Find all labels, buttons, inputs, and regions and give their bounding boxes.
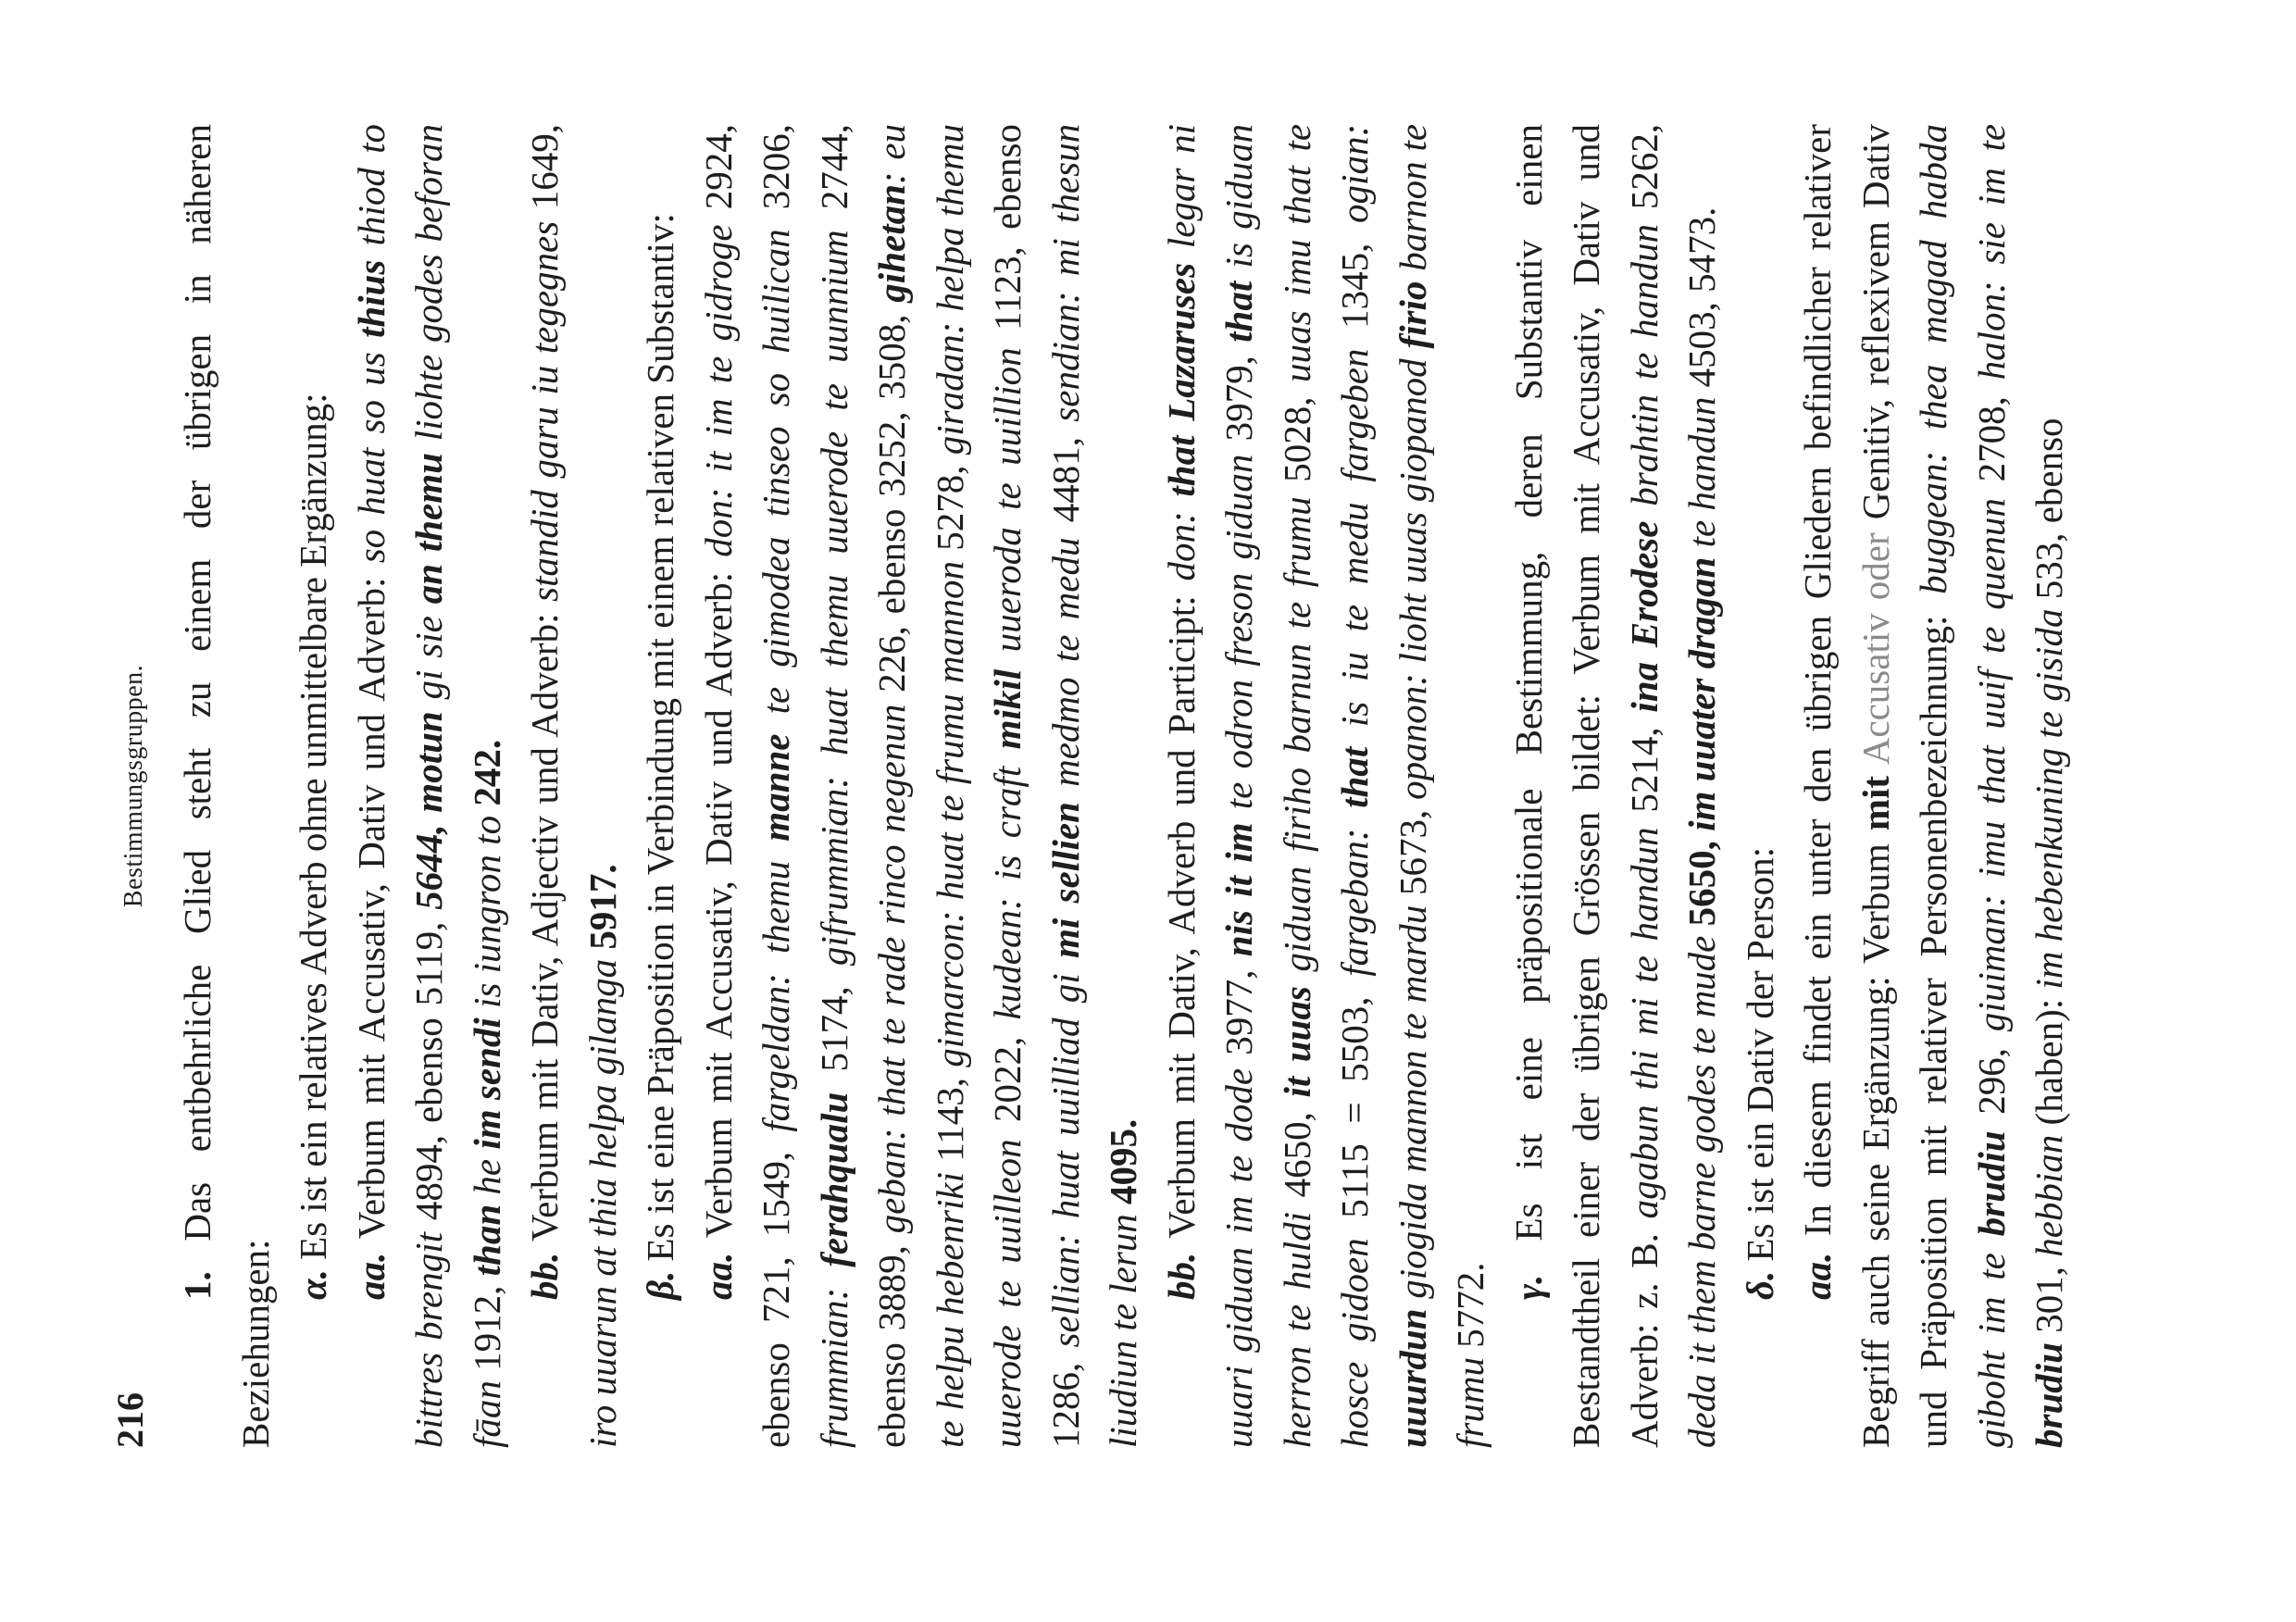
example-text: : eu te helpu hebenriki	[870, 123, 971, 1448]
line-reference: 533, ebenso	[2028, 418, 2070, 600]
line-reference: 3977,	[1217, 969, 1260, 1055]
section-marker: aa.	[696, 1252, 740, 1300]
line-reference: 2924, ebenso 721, 1549,	[696, 124, 797, 1448]
bold-example-text: gihetan	[870, 184, 913, 303]
line-reference: 4095.	[1102, 1118, 1144, 1204]
body-text: In diesem findet ein unter den übrigen Gliedern befindlicher relativer Begriff auch seine Ergänzung: Verbum	[1796, 123, 1897, 1448]
line-reference: 5278,	[928, 465, 971, 551]
example-text: is iu te medu fargeben	[1333, 348, 1376, 728]
body-text: Verbum mit Dativ, Adverb und Participt:	[1159, 595, 1203, 1239]
bold-example-text: uuurdun	[1391, 1308, 1434, 1448]
section-marker: aa.	[349, 1252, 393, 1300]
example-text: sendian: mi thesun liudiun te lerun	[1043, 123, 1144, 1448]
example-text: halon: sie im te	[1969, 123, 2013, 381]
bold-example-text: brudiu	[1969, 1130, 2013, 1237]
body-text: Es ist ein Dativ der Person:	[1738, 846, 1781, 1262]
bold-example-text: 5644, motun	[407, 711, 450, 910]
example-text: gidoen	[1333, 1238, 1376, 1341]
example-text: kudean: is craft	[986, 766, 1029, 1020]
example-text: frummian:	[812, 1287, 855, 1448]
example-text: te gimodea tinseo so huilican	[755, 229, 797, 715]
example-text: gifrummian: huat themu uuerode te uunnium	[812, 230, 855, 967]
line-reference: 1143,	[928, 1078, 971, 1162]
example-text: giduan firiho barnun te frumu	[1275, 496, 1318, 972]
example-text: brahtin te handun	[1622, 223, 1666, 506]
example-text: giradan: helpa themu uuerode te uuilleon	[928, 123, 1029, 1448]
faded-text: oder	[1853, 532, 1897, 601]
example-text: im hebenkuning te gisida	[2028, 608, 2070, 990]
example-text: buggean: thea magad habda giboht im te	[1912, 124, 2013, 1448]
bold-example-text: ina Erodese	[1622, 520, 1666, 713]
line-reference: 242.	[465, 739, 508, 806]
example-text: legar ni uuari giduan im te dode	[1159, 123, 1260, 1448]
bold-example-text: than	[465, 1204, 508, 1277]
body-text: Genitiv, reflexivem Dativ und Präposition mit relativer Personenbezeichnung:	[1853, 123, 1954, 1448]
bold-example-text: that	[1217, 281, 1260, 343]
example-text: he	[465, 1158, 508, 1195]
example-text: liohte godes beforan fāan	[407, 124, 508, 1448]
bold-example-text: mi sellien	[1043, 802, 1087, 959]
example-text: so huat so us	[349, 352, 393, 564]
body-text: Das entbehrliche Glied steht zu einem der übrigen in näheren Beziehungen:	[176, 124, 277, 1448]
example-text: giogida mannon te mardu	[1391, 905, 1434, 1299]
section-aa-3-paragraph	[1789, 124, 2078, 1448]
line-reference: 2022,	[986, 1036, 1029, 1123]
bold-example-text: im sendi	[465, 1017, 508, 1150]
example-text: medmo te medu	[1043, 537, 1087, 787]
line-reference: 3979,	[1217, 356, 1260, 442]
example-text: iro uuarun at thia helpa gilanga	[580, 958, 624, 1448]
line-reference: 4481,	[1043, 436, 1087, 523]
example-text: hebbian	[2028, 1134, 2070, 1257]
bold-example-text: nis it im	[1217, 822, 1260, 957]
line-reference: 4894, ebenso 5119,	[407, 921, 450, 1221]
example-text: agabun thi mi te handun	[1622, 827, 1666, 1219]
section-marker: aa.	[1796, 1252, 1839, 1300]
example-text: gi sie	[407, 616, 450, 700]
example-text: uueroda te uuillion	[986, 347, 1029, 653]
body-text: Verbum mit Dativ, Adjectiv und Adverb:	[523, 613, 566, 1241]
example-text: standid garu iu tegegnes	[523, 220, 566, 602]
bold-example-text: it uuas	[1275, 986, 1318, 1098]
section-aa-1-paragraph	[343, 124, 517, 1448]
line-reference: 5174,	[812, 986, 855, 1072]
line-reference: 1345,	[1333, 243, 1376, 329]
section-alpha-paragraph	[284, 124, 343, 1448]
section-bb-1-paragraph	[516, 124, 631, 1448]
section-marker: γ.	[1506, 1274, 1550, 1300]
example-text: thiod to bittres brengit	[349, 124, 450, 1448]
body-text: Verbum mit Accusativ, Dativ und Adverb:	[696, 571, 740, 1239]
section-marker: β.	[639, 1270, 681, 1300]
bold-example-text: firio	[1391, 281, 1434, 349]
line-reference: 1912,	[465, 1285, 508, 1371]
example-text: fargeban:	[1333, 828, 1376, 977]
line-reference: 1649,	[523, 123, 566, 210]
section-marker: bb.	[1159, 1252, 1203, 1300]
line-reference: 5650,	[1680, 841, 1723, 927]
line-reference: 5028,	[1275, 396, 1318, 482]
example-text: ogian:	[1333, 123, 1376, 223]
bold-example-text: thius	[349, 259, 393, 339]
book-page	[102, 124, 2078, 1448]
line-reference: 2708,	[1969, 396, 2013, 482]
example-text: giuiman: imu that uuif te quenun	[1969, 498, 2013, 1032]
section-marker: bb.	[523, 1252, 566, 1300]
bold-example-text: brudiu	[2028, 1342, 2070, 1448]
example-text: sellian: huat uuilliad gi	[1043, 973, 1087, 1348]
line-reference: 5917.	[580, 864, 624, 950]
line-reference: 5262,	[1622, 123, 1666, 210]
example-text: geban: that te rade rinco negenun	[870, 704, 913, 1234]
page-header	[102, 124, 159, 1448]
example-text: te odron freson giduan	[1217, 454, 1260, 810]
line-reference: 296,	[1969, 1047, 2013, 1115]
example-text: don:	[1159, 511, 1203, 581]
line-reference: 301,	[2028, 1266, 2070, 1333]
example-text: gimarcon: huat te frumu mannon	[928, 560, 971, 1067]
bold-example-text: that	[1333, 746, 1376, 808]
section-delta-paragraph	[1731, 124, 1790, 1448]
example-text: is giduan herron te huldi	[1217, 124, 1318, 1448]
line-reference: 4503, 5473.	[1680, 206, 1723, 388]
example-text: deda it them barne godes te mude	[1680, 935, 1723, 1448]
bold-example-text: an themu	[407, 453, 450, 605]
bold-example-text: im uuater dragan	[1680, 556, 1723, 831]
body-text: Es ist eine Präposition in Verbindung mit einem relativen Substantiv:	[639, 213, 681, 1262]
section-marker: α.	[292, 1269, 334, 1300]
example-text: barnon te frumu	[1391, 123, 1491, 1448]
line-reference: 3206,	[755, 124, 797, 210]
bold-example-text: manne	[755, 733, 797, 842]
section-aa-2-paragraph	[690, 124, 1153, 1448]
section-gamma-paragraph	[1500, 124, 1731, 1448]
section-1-paragraph	[168, 124, 284, 1448]
body-text: Es ist ein relatives Adverb ohne unmittelbare Ergänzung:	[292, 393, 334, 1260]
line-reference: 5673,	[1391, 809, 1434, 895]
running-title: Bestimmungsgruppen.	[119, 664, 148, 908]
line-reference: 2744, ebenso 3889,	[812, 124, 913, 1448]
section-beta-paragraph	[631, 124, 690, 1448]
section-marker: δ.	[1738, 1270, 1781, 1300]
section-bb-2-paragraph	[1153, 124, 1500, 1448]
bold-example-text: mikil	[986, 668, 1029, 750]
line-reference: 5115 = 5503,	[1333, 996, 1376, 1218]
bold-text: mit	[1853, 775, 1897, 831]
example-text: opanon: lioht uuas giopanod	[1391, 358, 1434, 800]
body-text: (haben):	[2028, 998, 2070, 1126]
example-text: don: it im te gidroge	[696, 224, 740, 557]
body-text: Es ist eine präpositionale Bestimmung, deren Substantiv einen Bestandtheil einer der übrigen Grössen bildet: Verbum mit Accusativ, Dativ und Adverb: z. B.	[1506, 124, 1666, 1448]
bold-example-text: that Lazaruses	[1159, 262, 1203, 497]
line-reference: 5214,	[1622, 727, 1666, 813]
line-reference: 226, ebenso 3252, 3508,	[870, 314, 913, 692]
line-reference: 4650,	[1275, 1112, 1318, 1198]
example-text: te handun	[1680, 396, 1723, 548]
example-text: fargeldan: themu	[755, 860, 797, 1132]
example-text: is iungron to	[465, 815, 508, 1008]
faded-text: Accusativ	[1853, 613, 1897, 766]
section-marker: 1.	[176, 1271, 218, 1300]
example-text: uuas imu that te hosce	[1275, 123, 1376, 1448]
line-reference: 5772.	[1449, 1262, 1491, 1348]
body-text: Verbum mit Accusativ, Dativ und Adverb:	[349, 577, 393, 1240]
bold-example-text: ferahqualu	[812, 1092, 855, 1267]
page-number: 216	[109, 1392, 151, 1448]
line-reference: 1123, ebenso 1286,	[986, 124, 1087, 1448]
